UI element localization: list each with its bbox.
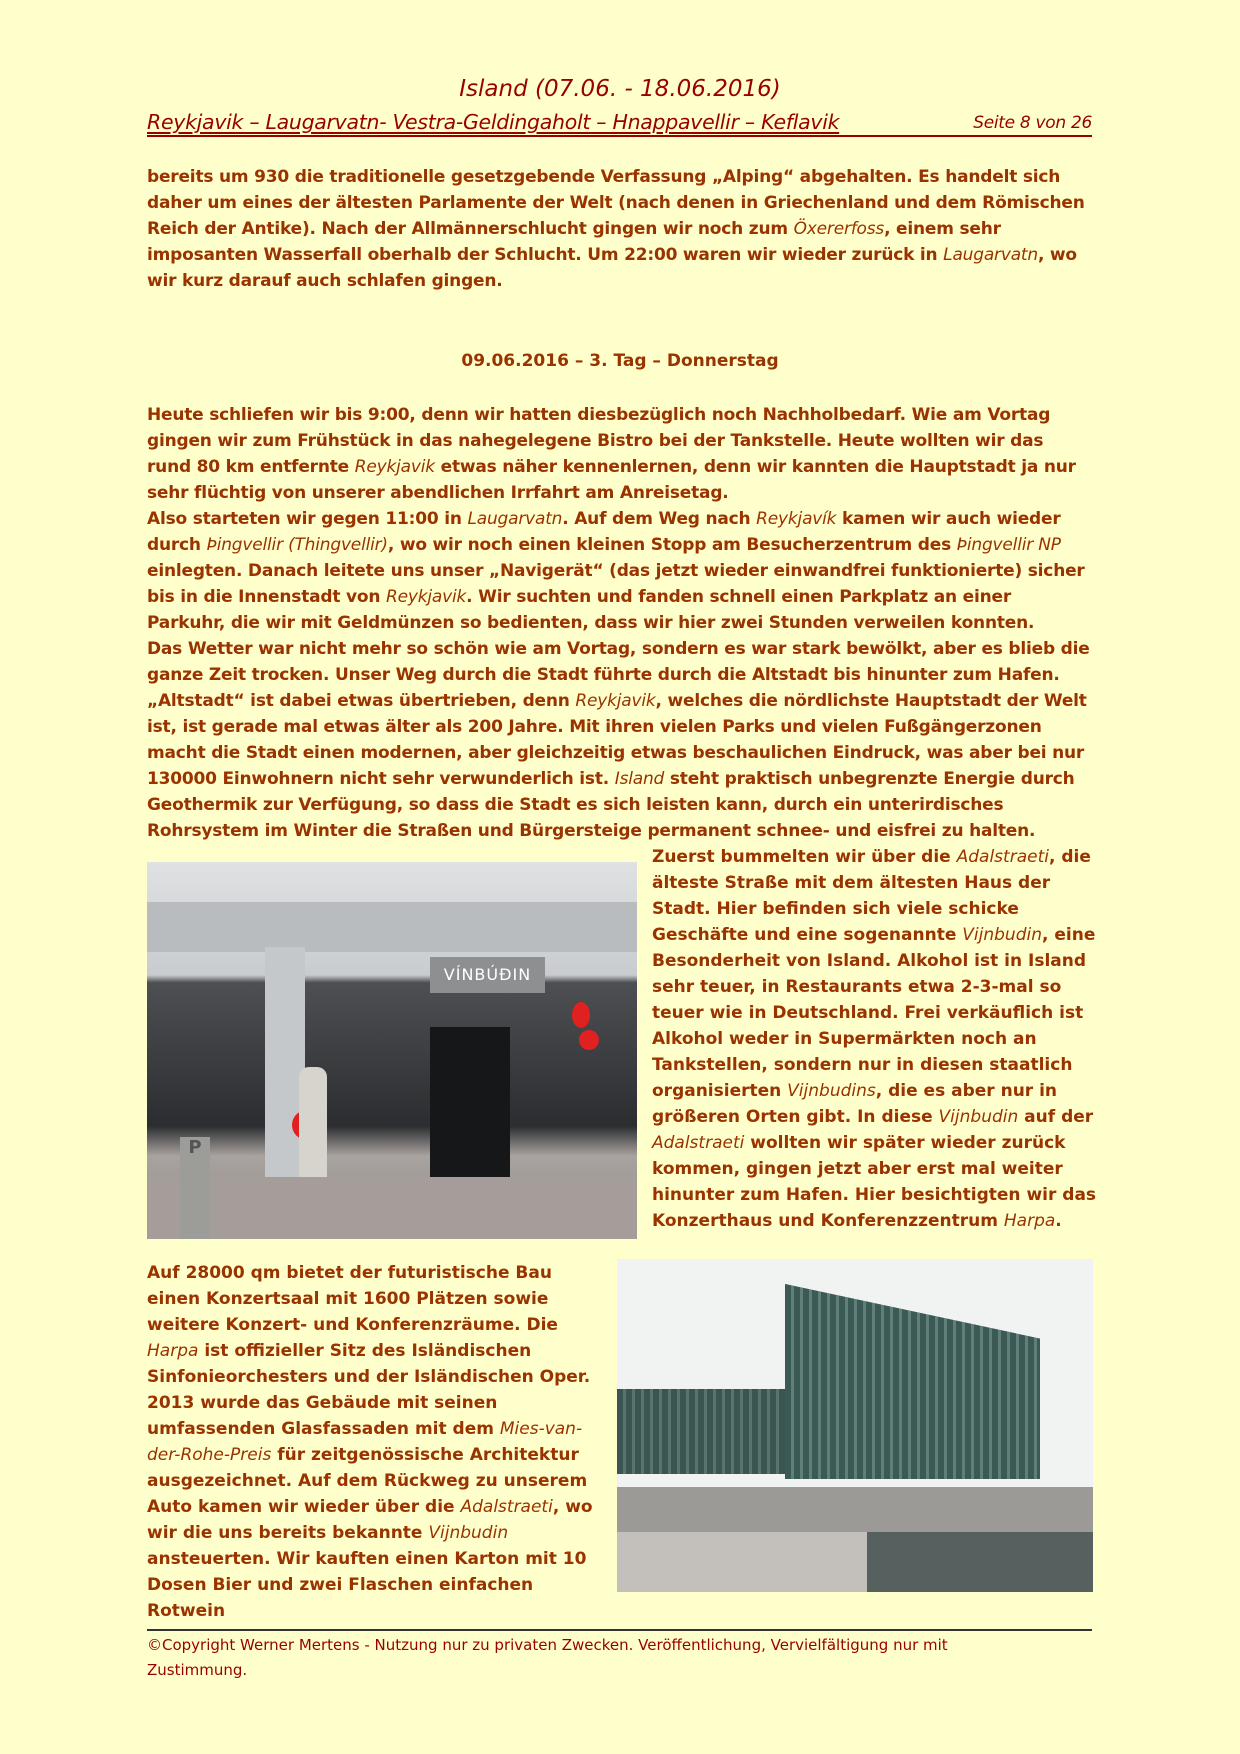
place-name: Reykjavik xyxy=(386,587,467,607)
footer-divider xyxy=(147,1629,1092,1631)
route-header xyxy=(147,110,1092,137)
vinbudin-store-photo xyxy=(147,862,637,1239)
place-name: Adalstraeti xyxy=(652,1133,745,1153)
award-name: Mies-van-der-Rohe-Preis xyxy=(147,1419,583,1465)
place-name: Adalstraeti xyxy=(460,1497,553,1517)
text: , wo wir noch einen kleinen Stopp am Besucherzentrum des xyxy=(387,535,957,555)
text: für zeitgenössische Architektur ausgezeichnet. Auf dem Rückweg zu unserem Auto kamen wir wieder über die xyxy=(147,1445,588,1517)
text: kamen wir auch wieder durch xyxy=(147,509,1061,555)
paragraph-3 xyxy=(147,636,1092,844)
copyright-notice: ©Copyright Werner Mertens - Nutzung nur zu privaten Zwecken. Veröffentlichung, Vervielfältigung nur mit Zustimmung. xyxy=(147,1636,948,1679)
text: ist offizieller Sitz des Isländischen Sinfonieorchesters und der Isländischen Oper. 2013 wurde das Gebäude mit seinen umfassenden Glasfassaden mit dem xyxy=(147,1341,591,1439)
place-name: Reykjavik xyxy=(575,691,656,711)
text: Heute schliefen wir bis 9:00, denn wir hatten diesbezüglich noch Nachholbedarf. Wie am Vortag gingen wir zum Frühstück in das nahegelegene Bistro bei der Tankstelle. Heute wollten wir das rund 80 km entfernte xyxy=(147,405,1051,477)
text: Das Wetter war nicht mehr so schön wie am Vortag, sondern es war stark bewölkt, aber es blieb die ganze Zeit trocken. Unser Weg durch die Stadt führte durch die Altstadt bis hinunter zum Hafen. „Altstadt“ ist dabei etwas übertrieben, denn xyxy=(147,639,1090,711)
text: Auf 28000 qm bietet der futuristische Bau einen Konzertsaal mit 1600 Plätzen sowie weitere Konzert- und Konferenzräume. Die xyxy=(147,1263,558,1335)
text: bereits um 930 die traditionelle gesetzgebende Verfassung „Alping“ abgehalten. Es handelt sich daher um eines der ältesten Parlamente der Welt (nach denen in Griechenland und dem Römischen Reich der Antike). Nach der Allmännerschlucht gingen wir noch zum xyxy=(147,167,1085,239)
place-name: Vijnbudin xyxy=(962,925,1042,945)
text: etwas näher kennenlernen, denn wir kannten die Hauptstadt ja nur sehr flüchtig von unserer abendlichen Irrfahrt am Anreisetag. xyxy=(147,457,1076,503)
left-column-text xyxy=(147,1260,607,1624)
plaza xyxy=(617,1487,1093,1532)
text: Zuerst bummelten wir über die xyxy=(652,847,957,867)
parking-sign: P xyxy=(180,1137,210,1239)
intro-paragraph xyxy=(147,164,1092,294)
place-name: Vijnbudins xyxy=(787,1081,876,1101)
place-name: Vijnbudin xyxy=(938,1107,1019,1127)
place-name: Adalstraeti xyxy=(956,847,1049,867)
red-dot-decal xyxy=(579,1030,599,1050)
text: , einem sehr imposanten Wasserfall oberhalb der Schlucht. Um 22:00 waren wir wieder zurück in xyxy=(147,219,1001,265)
store-sign: VÍNBÚÐIN xyxy=(430,957,545,993)
place-name: Laugarvatn xyxy=(467,509,563,529)
red-dot-decal xyxy=(572,1002,590,1028)
text: . Wir suchten und fanden schnell einen Parkplatz an einer Parkuhr, die wir mit Geldmünzen so bedienten, dass wir hier zwei Stunden verweilen konnten. xyxy=(147,587,1035,633)
page-number: Seite 8 von 26 xyxy=(973,113,1092,133)
harpa-concert-hall-photo xyxy=(617,1259,1093,1592)
day-heading: 09.06.2016 – 3. Tag – Donnerstag xyxy=(461,351,779,371)
text: , die es aber nur in größeren Orten gibt. In diese xyxy=(652,1081,1058,1127)
wooden-deck xyxy=(617,1532,867,1592)
building-low-section xyxy=(617,1389,797,1474)
document-title: Island (07.06. - 18.06.2016) xyxy=(459,76,781,102)
reflecting-pool xyxy=(867,1532,1093,1592)
person xyxy=(299,1067,327,1187)
awning xyxy=(147,902,637,952)
text: , wo wir die uns bereits bekannte xyxy=(147,1497,593,1543)
place-name: Reykjavik xyxy=(354,457,435,477)
store-door xyxy=(430,1027,510,1177)
text: wollten wir später wieder zurück kommen, gingen jetzt aber erst mal weiter hinunter zum Hafen. Hier besichtigten wir das Konzerthaus und Konferenzzentrum xyxy=(652,1133,1097,1231)
place-name: Harpa xyxy=(147,1341,199,1361)
place-name: Vijnbudin xyxy=(428,1523,509,1543)
place-name: Þingvellir (Thingvellir) xyxy=(206,535,388,555)
right-column-text xyxy=(652,844,1107,1234)
day-paragraph xyxy=(147,402,1092,844)
place-name: Laugarvatn xyxy=(943,245,1038,265)
text: auf der xyxy=(1018,1107,1094,1127)
place-name: Island xyxy=(614,769,665,789)
place-name: Þingvellir NP xyxy=(956,535,1061,555)
place-name: Reykjavík xyxy=(756,509,837,529)
place-name: Öxererfoss xyxy=(793,219,885,239)
text: , wo wir kurz darauf auch schlafen gingen. xyxy=(147,245,1077,291)
paragraph-1 xyxy=(147,402,1092,506)
text: steht praktisch unbegrenzte Energie durch Geothermik zur Verfügung, so dass die Stadt es sich leisten kann, durch ein unterirdisches Rohrsystem im Winter die Straßen und Bürgersteige permanent schnee- und eisfrei zu halten. xyxy=(147,769,1075,841)
text: . Auf dem Weg nach xyxy=(562,509,757,529)
place-name: Harpa xyxy=(1003,1211,1056,1231)
text: , welches die nördlichste Hauptstadt der Welt ist, ist gerade mal etwas älter als 200 Jahre. Mit ihren vielen Parks und vielen Fußgängerzonen macht die Stadt einen modernen, aber gleichzeitig etwas beschaulichen Eindruck, was aber bei nur 130000 Einwohnern nicht sehr verwunderlich ist. xyxy=(147,691,1087,789)
text: einlegten. Danach leitete uns unser „Navigerät“ (das jetzt wieder einwandfrei funktionierte) sicher bis in die Innenstadt von xyxy=(147,561,1085,607)
text: Also starteten wir gegen 11:00 in xyxy=(147,509,468,529)
building-tall-section xyxy=(785,1284,1040,1479)
text: , eine Besonderheit von Island. Alkohol ist in Island sehr teuer, in Restaurants etwa 2-3-mal so teuer wie in Deutschland. Frei verkäuflich ist Alkohol weder in Supermärkten noch an Tankstellen, sondern nur in diesen staatlich organisierten xyxy=(652,925,1096,1101)
text: , die älteste Straße mit dem ältesten Haus der Stadt. Hier befinden sich viele schicke Geschäfte und eine sogenannte xyxy=(652,847,1091,945)
text: ansteuerten. Wir kauften einen Karton mit 10 Dosen Bier und zwei Flaschen einfachen Rotwein xyxy=(147,1549,587,1621)
pavement xyxy=(147,1177,637,1239)
text: . xyxy=(1055,1211,1062,1231)
paragraph-2 xyxy=(147,506,1092,636)
route-text: Reykjavik – Laugarvatn- Vestra-Geldingaholt – Hnappavellir – Keflavik xyxy=(147,110,840,134)
